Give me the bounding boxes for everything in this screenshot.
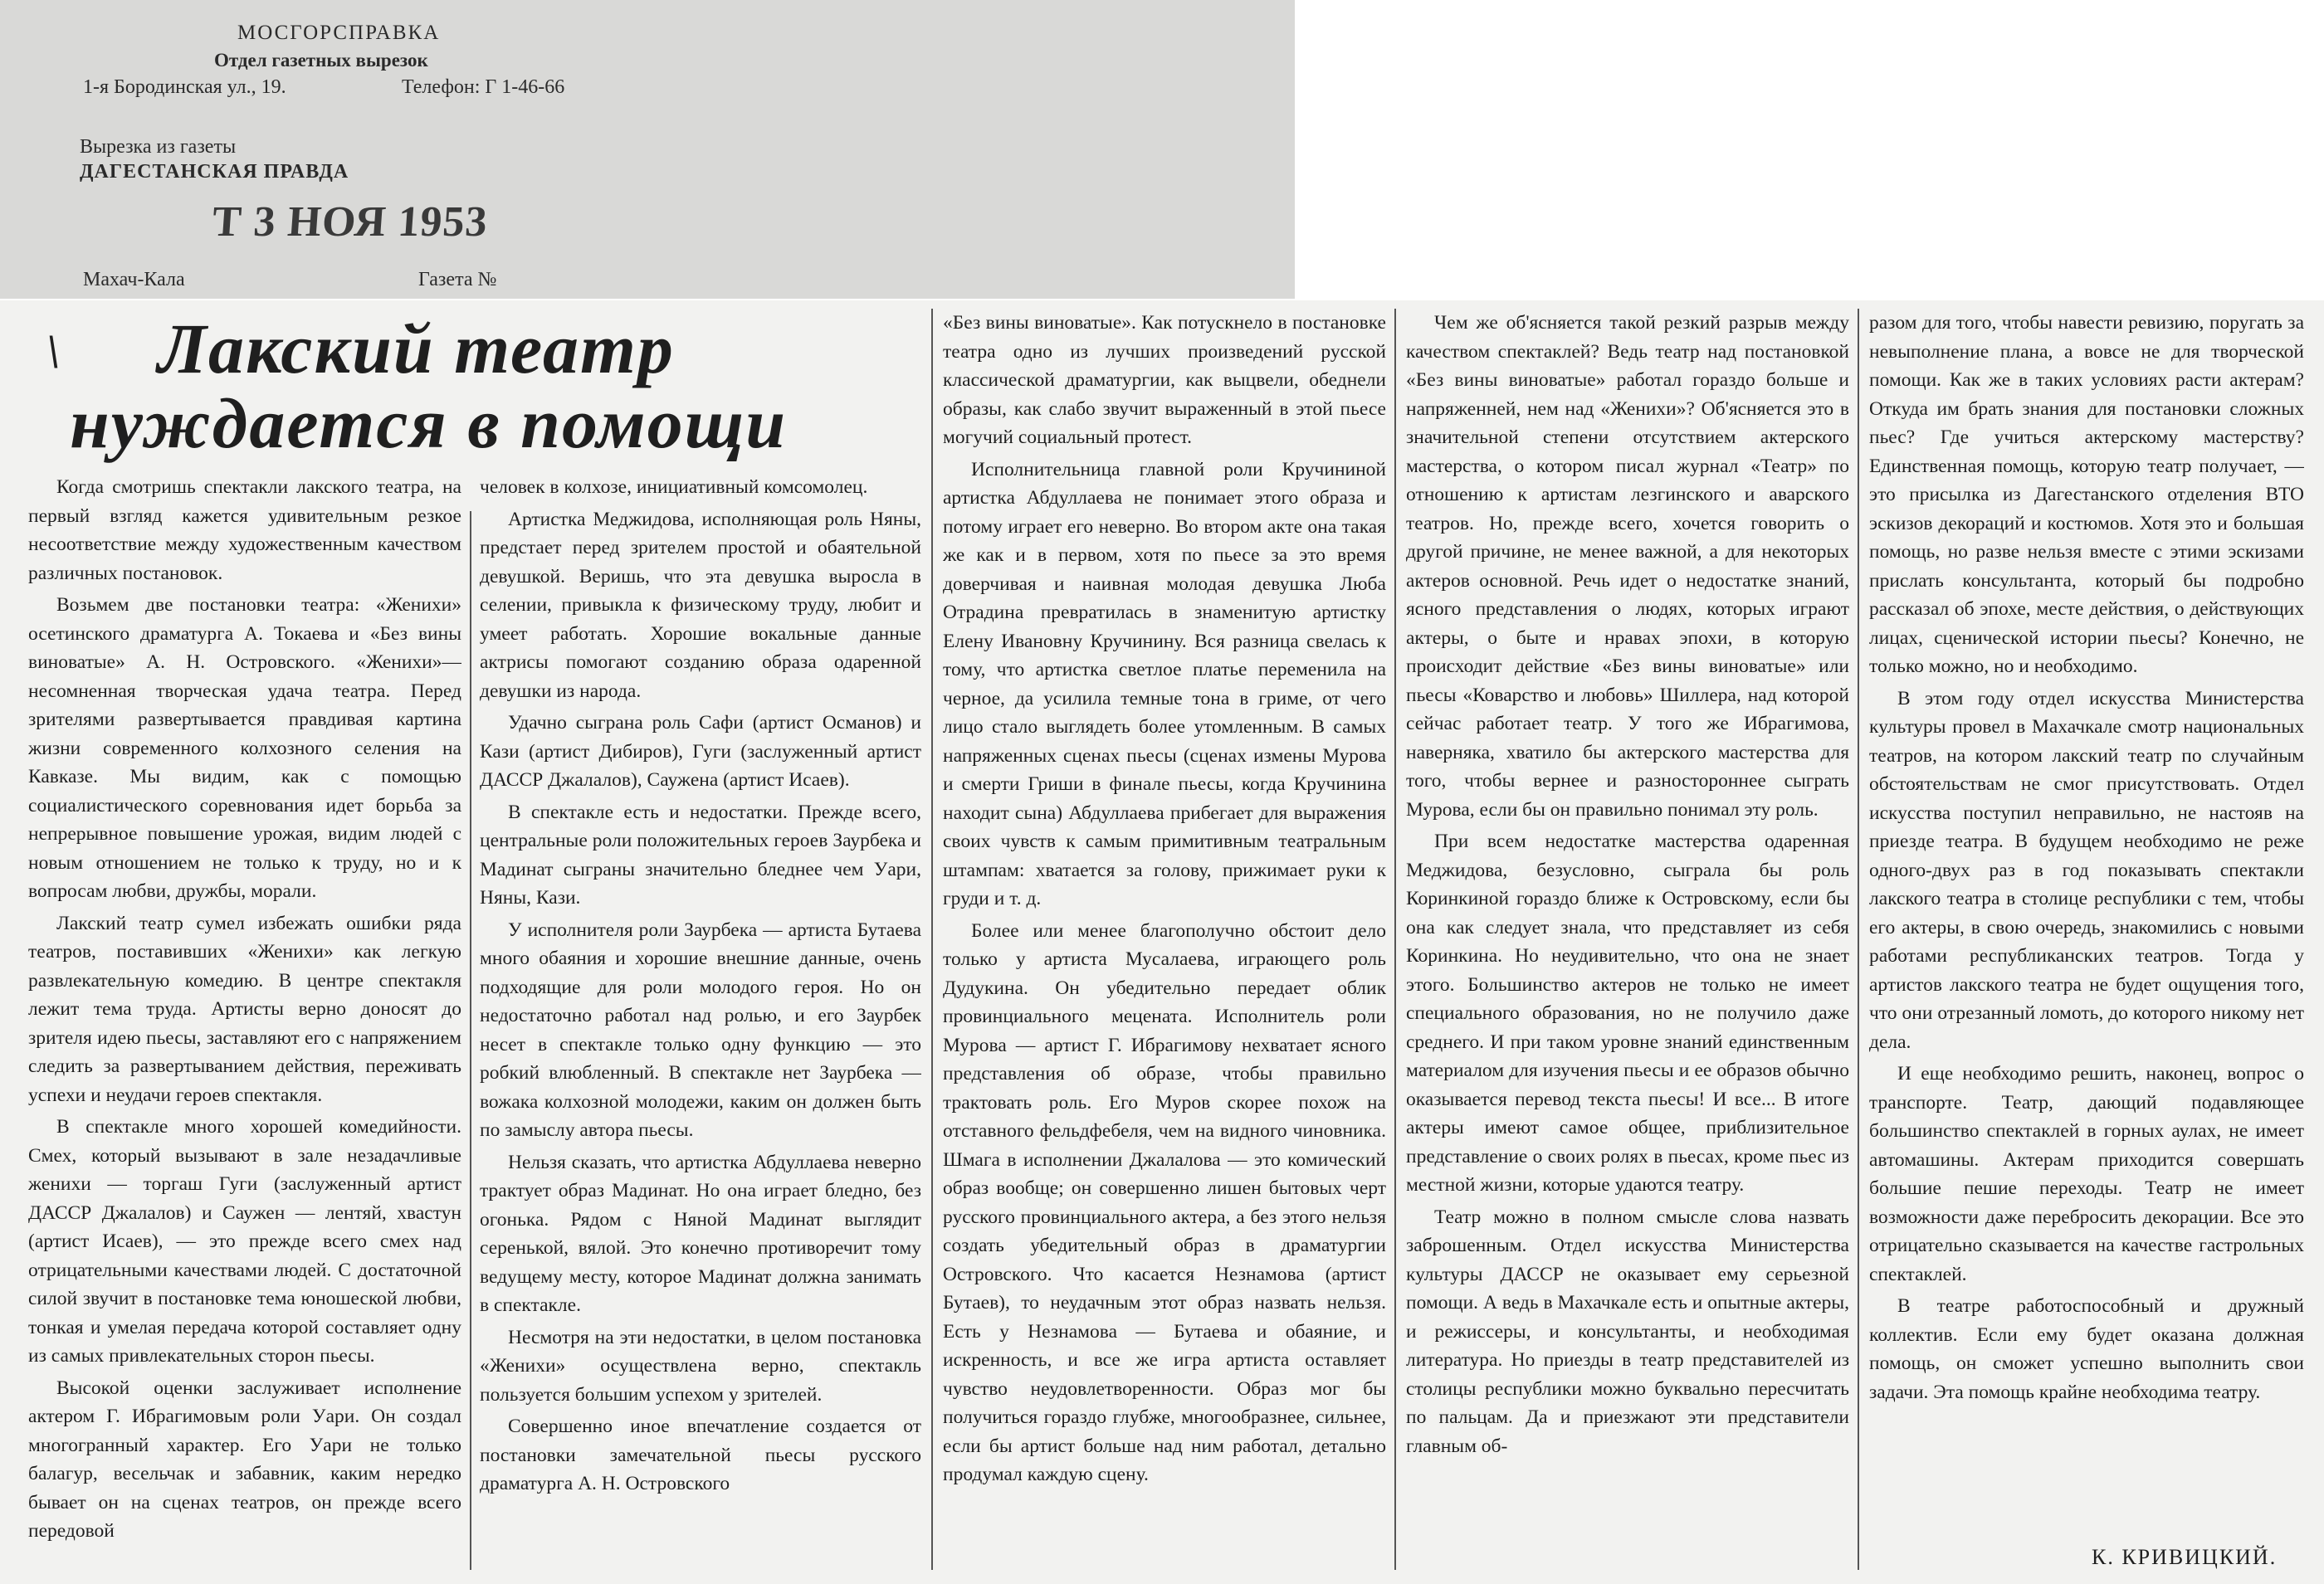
label-gazeta-number: Газета №	[418, 269, 497, 290]
label-city: Махач-Кала	[83, 269, 185, 290]
author-signature: К. КРИВИЦКИЙ.	[2092, 1545, 2278, 1569]
paragraph: Нельзя сказать, что артистка Абдуллаева неверно трактует образ Мадинат. Но она играет бледно, без огонька. Рядом с Няной Мадинат выглядит серенькой, вялой. Это конечно противоречит тому ведущему месту, которое Мадинат должна занимать в спектакле.	[480, 1151, 921, 1316]
column-rule	[1394, 309, 1396, 1570]
paragraph: При всем недостатке мастерства одаренная Меджидова, безусловно, сыграла бы роль Коринкиной гораздо ближе к Островскому, если бы она как следует знала, что представляет из себя Коринкина. Но неудивительно, что она не знает этого. Большинство актеров не только не имеет специального образования, но не получило даже среднего. И при таком уровне знаний единственным материалом для изучения пьесы и ее образов обычно оказывается перевод текста пьесы! И все... В итоге актеры имеют самое общее, приблизительное представление о своих ролях в пьесах, кроме пьес из местной жизни, которые удаются театру.	[1406, 831, 1849, 1196]
label-paper-name: ДАГЕСТАНСКАЯ ПРАВДА	[80, 161, 349, 183]
paragraph: У исполнителя роли Заурбека — артиста Бутаева много обаяния и хорошие внешние данные, очень подходящие для роли молодого героя. Но он недостаточно работал над ролью, и его Заурбек несет в спектакле только одну функцию — это робкий влюбленный. В спектакле нет Заурбека — вожака колхозной молодежи, каким он должен быть по замыслу автора пьесы.	[480, 919, 921, 1141]
article-column-2	[480, 473, 921, 1570]
paragraph: разом для того, чтобы навести ревизию, поругать за невыполнение плана, а вовсе не для творческой помощи. Как же в таких условиях расти актерам? Откуда им брать знания для постановки сложных пьес? Где учиться актерскому мастерству? Единственная помощь, которую театр получает, — это присылка из Дагестанского отделения ВТО эскизов декораций и костюмов. Хотя это и большая помощь, но разве нельзя вместе с этими эскизами прислать консультанта, который бы подробно рассказал об эпохе, месте действия, о действующих лицах, сценической истории пьесы? Конечно, не только можно, но и необходимо.	[1869, 312, 2304, 677]
paragraph: Удачно сыграна роль Сафи (артист Османов) и Кази (артист Дибиров), Гуги (заслуженный артист ДАССР Джалалов), Саужена (артист Исаев).	[480, 712, 921, 791]
paragraph: Более или менее благополучно обстоит дело только у артиста Мусалаева, играющего роль Дудукина. Он убедительно передает облик провинциального мецената. Исполнитель роли Мурова — артист Г. Ибрагимову нехватает ясного представления об образе, чтобы правильно трактовать роль. Его Муров скорее похож на отставного фельдфебеля, чем на видного чиновника. Шмага в исполнении Джалалова — это комический образ вообще; он совершенно лишен бытовых черт русского провинциального актера, а без этого нельзя создать убедительный образ в драматургии Островского. Что касается Незнамова (артист Бутаев), то неудачным этот образ назвать нельзя. Есть у Незнамова — Бутаева и обаяние, и искренность, и все же игра артиста оставляет чувство неудовлетворенности. Образ мог бы получиться гораздо глубже, многообразнее, сильнее, если бы артист больше над ним работал, детально продумал каждую сцену.	[943, 919, 1386, 1485]
column-rule	[931, 309, 933, 1570]
pencil-mark: \	[46, 324, 61, 378]
paragraph: В театре работоспособный и дружный коллектив. Если ему будет оказана должная помощь, он сможет успешно выполнить свои задачи. Эта помощь крайне необходима театру.	[1869, 1295, 2304, 1403]
clipping-label	[0, 0, 1295, 299]
label-address: 1-я Бородинская ул., 19.	[83, 76, 286, 98]
label-phone: Телефон: Г 1-46-66	[402, 76, 565, 98]
paragraph: Высокой оценки заслуживает исполнение актером Г. Ибрагимовым роли Уари. Он создал многогранный характер. Его Уари не только балагур, весельчак и забавник, каким нередко бывает он на сценах театров, он прежде всего передовой	[28, 1377, 461, 1542]
article-column-1	[28, 473, 461, 1570]
paragraph: Когда смотришь спектакли лакского театра, на первый взгляд кажется удивительным резкое несоответствие между художественным качеством различных постановок.	[28, 476, 461, 584]
article-column-3	[943, 309, 1386, 1570]
paragraph: Чем же об'ясняется такой резкий разрыв между качеством спектаклей? Ведь театр над постановкой «Без вины виноватые» работал гораздо больше и напряженней, нем над «Женихи»? Об'ясняется это в значительной степени отсутствием актерского мастерства, о котором писал журнал «Театр» по отношению к артистам лезгинского и аварского театров. Но, прежде всего, хочется говорить о другой причине, не менее важной, а для некоторых актеров основной. Речь идет о недостатке знаний, ясного представления о людях, которых играют актеры, о быте и нравах эпохи, в которую происходит действие «Без вины виноватые» или пьесы «Коварство и любовь» Шиллера, над которой сейчас работает театр. У того же Ибрагимова, наверняка, хватило бы актерского мастерства для того, чтобы вернее и разностороннее сыграть Мурова, если бы он правильно понимал эту роль.	[1406, 312, 1849, 821]
column-rule	[470, 511, 471, 1570]
article-title	[33, 305, 930, 463]
article-column-4	[1406, 309, 1849, 1570]
paragraph: человек в колхозе, инициативный комсомолец.	[480, 476, 868, 498]
article	[0, 300, 2324, 1584]
paragraph: Театр можно в полном смысле слова назвать заброшенным. Отдел искусства Министерства культуры ДАССР не оказывает ему серьезной помощи. А ведь в Махачкале есть и опытные актеры, и режиссеры, и консультанты, и необходимая литература. Но приезды в театр представителей из столицы республики можно буквально пересчитать по пальцам. Да и приезжают эти представители главным об-	[1406, 1206, 1849, 1457]
paragraph: Возьмем две постановки театра: «Женихи» осетинского драматурга А. Токаева и «Без вины виноватые» А. Н. Островского. «Женихи»—несомненная творческая удача театра. Перед зрителями развертывается правдивая картина жизни современного колхозного селения на Кавказе. Мы видим, как с помощью социалистического соревнования идет борьба за непрерывное повышение урожая, видим людей с новым отношением не только к труду, но и к вопросам любви, дружбы, морали.	[28, 594, 461, 902]
paragraph: «Без вины виноватые». Как потускнело в постановке театра одно из лучших произведений русской классической драматургии, как выцвели, обеднели образы, как слабо звучит выраженный в этой пьесе могучий социальный протест.	[943, 312, 1386, 448]
date-stamp: Т 3 НОЯ 1953	[211, 198, 490, 246]
paragraph: В спектакле есть и недостатки. Прежде всего, центральные роли положительных героев Заурбека и Мадинат сыграны значительно бледнее чем Уари, Няны, Кази.	[480, 801, 921, 909]
label-org: МОСГОРСПРАВКА	[237, 22, 441, 44]
paragraph: Артистка Меджидова, исполняющая роль Няны, предстает перед зрителем простой и обаятельной девушкой. Веришь, что эта девушка выросла в селении, привыкла к физическому труду, любит и умеет работать. Хорошие вокальные данные актрисы помогают созданию образа одаренной девушки из народа.	[480, 508, 921, 702]
column-rule	[1858, 309, 1859, 1570]
label-cut-from: Вырезка из газеты	[80, 136, 237, 158]
paragraph: В спектакле много хорошей комедийности. Смех, который вызывают в зале незадачливые женихи — торгаш Гуги (заслуженный артист ДАССР Джалалов) и Саужен — лентяй, хвастун (артист Исаев), — это прежде всего смех над отрицательными качествами людей. С достаточной силой звучит в постановке тема юношеской любви, тонкая и умелая передача которой составляет одну из самых привлекательных сторон пьесы.	[28, 1116, 461, 1367]
paragraph: И еще необходимо решить, наконец, вопрос о транспорте. Театр, дающий подавляющее большинство спектаклей в горных аулах, не имеет автомашины. Актерам приходится совершать большие пешие переходы. Театр не имеет возможности даже перебросить декорации. Все это отрицательно сказывается на качестве гастрольных спектаклей.	[1869, 1063, 2304, 1285]
title-line-1: Лакский театр	[158, 309, 675, 388]
paragraph: Исполнительница главной роли Кручининой артистка Абдуллаева не понимает этого образа и потому играет его неверно. Во втором акте она такая же как и в первом, хотя по пьесе за это время доверчивая и наивная молодая девушка Люба Отрадина превратилась в знаменитую артистку Елену Ивановну Кручинину. Вся разница свелась к тому, что артистка светлое платье переменила на черное, да усилила темные тона в гриме, от чего лицо стало выглядеть более утомленным. В самых напряженных сценах пьесы (сценах измены Мурова и смерти Гриши в финале пьесы, когда Кручинина находит сына) Абдуллаева прибегает для выражения своих чувств к самым примитивным театральным штампам: хватается за голову, прижимает руки к груди и т. д.	[943, 458, 1386, 909]
paragraph: В этом году отдел искусства Министерства культуры провел в Махачкале смотр национальных театров, на котором лакский театр по случайным обстоятельствам не смог присутствовать. Отдел искусства поступил неправильно, не настояв на приезде театра. В будущем необходимо не реже одного-двух раз в год показывать спектакли лакского театра в столице республики с тем, чтобы его актеры, в свою очередь, знакомились с новыми работами республиканских театров. Тогда у артистов лакского театра не будет ощущения того, что они отрезанный ломоть, до которого никому нет дела.	[1869, 687, 2304, 1053]
article-column-5	[1869, 309, 2304, 1528]
label-dept: Отдел газетных вырезок	[214, 50, 428, 71]
title-line-2: нуждается в помощи	[70, 383, 788, 463]
paragraph: Лакский театр сумел избежать ошибки ряда театров, поставивших «Женихи» как легкую развлекательную комедию. В центре спектакля лежит тема труда. Артисты верно доносят до зрителя идею пьесы, заставляют его с напряжением следить за развертыванием действия, переживать успехи и неудачи героев спектакля.	[28, 912, 461, 1106]
paragraph: Совершенно иное впечатление создается от постановки замечательной пьесы русского драматурга А. Н. Островского	[480, 1416, 921, 1494]
paragraph: Несмотря на эти недостатки, в целом постановка «Женихи» осуществлена верно, спектакль пользуется большим успехом у зрителей.	[480, 1326, 921, 1406]
